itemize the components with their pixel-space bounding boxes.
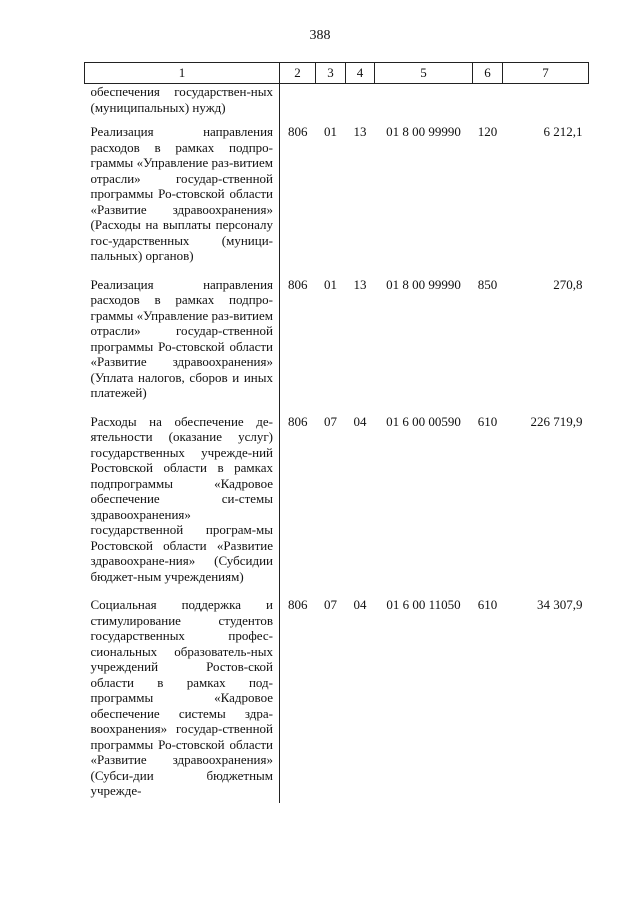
row-expense-type: 850 <box>477 276 498 292</box>
header-row <box>85 63 589 84</box>
row-target-article: 01 8 00 99990 <box>386 276 461 292</box>
row-subsection-code: 13 <box>353 124 367 139</box>
budget-table <box>84 62 589 803</box>
row-subsection-code: 04 <box>353 597 367 612</box>
header-col-7: 7 <box>503 63 589 84</box>
row-description: Расходы на обеспечение де-ятельности (оказание услуг) государственных учрежде-ний Ростовской области в рамках подпрограммы «Кадровое обеспечение си-стемы здравоохранения» государственной програм-мы Ростовской области «Развитие здравоохране-ния» (Субсидии бюджет-ным учреждениям) <box>90 413 273 584</box>
header-col-3: 3 <box>316 63 346 84</box>
row-target-article: 01 6 00 11050 <box>386 597 461 612</box>
row-expense-type: 610 <box>477 597 498 612</box>
table-row <box>85 268 589 405</box>
row-amount: 6 212,1 <box>543 124 583 139</box>
header-col-5: 5 <box>375 63 473 84</box>
header-col-2: 2 <box>280 63 316 84</box>
row-description: Реализация направления расходов в рамках подпро-граммы «Управление раз-витием отрасли» государ-ственной программы Ро-стовской области «Развитие здравоохранения» (Уплата налогов, сборов и иных платежей) <box>90 276 273 400</box>
row-amount: 270,8 <box>553 276 583 292</box>
row-subsection-code: 04 <box>353 413 367 429</box>
row-expense-type: 610 <box>477 413 498 429</box>
row-target-article: 01 6 00 00590 <box>386 413 461 429</box>
row-ministry-code: 806 <box>280 588 316 803</box>
row-ministry-code: 806 <box>280 268 316 405</box>
header-col-4: 4 <box>346 63 375 84</box>
row-description: Реализация направления расходов в рамках подпро-граммы «Управление раз-витием отрасли» государ-ственной программы Ро-стовской области «Развитие здравоохранения» (Расходы на выплаты персоналу гос-ударственных (муници-пальных) органов) <box>90 124 273 263</box>
row-expense-type: 120 <box>477 124 498 139</box>
table-row-continuation <box>85 84 589 116</box>
row-description: обеспечения государствен-ных (муниципальных) нужд) <box>90 84 273 115</box>
row-subsection-code: 13 <box>353 276 367 292</box>
row-section-code: 07 <box>324 597 337 612</box>
page-number: 388 <box>309 28 331 43</box>
row-section-code: 01 <box>324 276 337 292</box>
table-row <box>85 115 589 268</box>
row-description: Социальная поддержка и стимулирование студентов государственных профес-сиональных образователь-ных учреждений Ростов-ской области в рамках под-программы «Кадровое обеспечение системы здра-воохранения» государ-ственной программы Ро-стовской области «Развитие здравоохранения» (Субси-дии бюджетным учрежде- <box>90 597 273 798</box>
row-ministry-code: 806 <box>280 115 316 268</box>
header-col-1: 1 <box>85 63 280 84</box>
row-amount: 226 719,9 <box>530 413 583 429</box>
table-row <box>85 588 589 803</box>
row-target-article: 01 8 00 99990 <box>386 124 461 139</box>
row-amount: 34 307,9 <box>537 597 583 612</box>
header-col-6: 6 <box>473 63 503 84</box>
table-row <box>85 405 589 589</box>
row-ministry-code: 806 <box>280 405 316 589</box>
row-section-code: 01 <box>324 124 337 139</box>
row-section-code: 07 <box>324 413 337 429</box>
